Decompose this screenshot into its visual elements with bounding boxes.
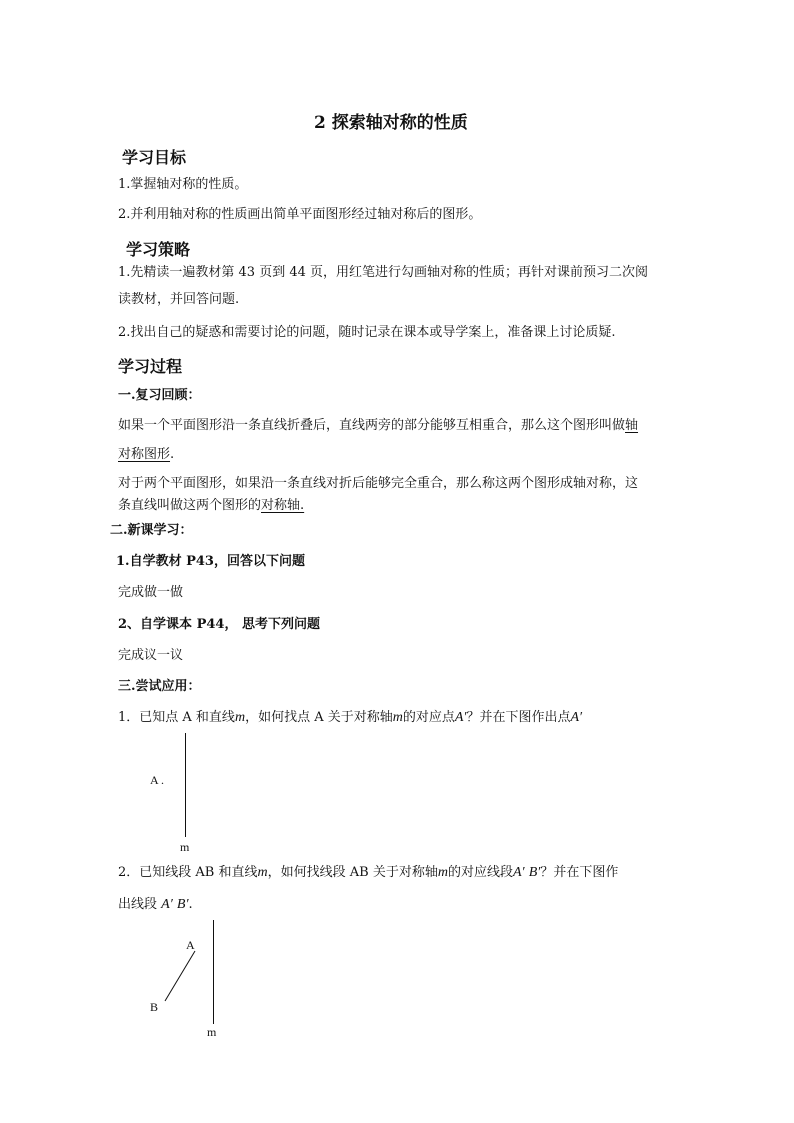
process-heading: 学习过程	[118, 357, 183, 376]
review-p1-end: .	[170, 447, 175, 462]
question-1: 1．已知点 A 和直线m，如何找点 A 关于对称轴m的对应点A′？并在下图作出点A′	[118, 710, 583, 725]
review-paragraph-1-line2	[118, 445, 174, 465]
newlesson-step-2-task: 完成议一议	[118, 648, 184, 663]
newlesson-heading: 二.新课学习：	[110, 523, 193, 538]
review-paragraph-1-line1	[118, 416, 638, 436]
newlesson-step-1: 1.自学教材 P43，回答以下问题	[116, 554, 305, 569]
line-m-label: m	[207, 1025, 217, 1039]
review-heading: 一.复习回顾：	[118, 388, 201, 403]
review-p1-text: 如果一个平面图形沿一条直线折叠后，直线两旁的部分能够互相重合，那么这个图形叫做	[118, 418, 626, 433]
segment-ab	[160, 946, 200, 1006]
point-b-label: B	[150, 1000, 159, 1014]
newlesson-step-1-task: 完成做一做	[118, 585, 184, 600]
newlesson-step-2: 2、自学课本 P44， 思考下列问题	[118, 617, 320, 632]
line-m-label: m	[180, 840, 190, 854]
strategy-1-line1: 1.先精读一遍教材第 43 页到 44 页，用红笔进行勾画轴对称的性质；再针对课前预习二次阅	[118, 265, 649, 280]
page-title: 2 探索轴对称的性质	[314, 113, 468, 133]
strategy-2: 2.找出自己的疑惑和需要讨论的问题，随时记录在课本或导学案上，准备课上讨论质疑.	[118, 325, 616, 340]
term-symmetry-axis: 对称轴.	[261, 498, 305, 513]
strategy-1-line2: 读教材，并回答问题.	[118, 292, 240, 307]
line-m	[185, 733, 186, 837]
question-2-line1: 2．已知线段 AB 和直线m，如何找线段 AB 关于对称轴m的对应线段A′ B′？并在下图作	[118, 865, 619, 880]
apply-heading: 三.尝试应用：	[118, 679, 201, 694]
objective-1: 1.掌握轴对称的性质。	[118, 177, 248, 192]
objectives-heading: 学习目标	[122, 148, 187, 167]
point-a-label: A	[186, 938, 195, 952]
term-axis-symmetric-figure: 对称图形	[118, 447, 171, 462]
review-paragraph-2-line2	[118, 496, 304, 516]
point-a-label: A .	[150, 773, 165, 787]
line-m	[213, 920, 214, 1024]
strategy-heading: 学习策略	[126, 240, 191, 259]
question-2-line2: 出线段 A′ B′.	[118, 897, 193, 912]
objective-2: 2.并利用轴对称的性质画出简单平面图形经过轴对称后的图形。	[118, 207, 482, 222]
term-axis-part1: 轴	[625, 418, 639, 433]
review-p2-text: 条直线叫做这两个图形的	[118, 498, 262, 513]
review-paragraph-2-line1: 对于两个平面图形，如果沿一条直线对折后能够完全重合，那么称这两个图形成轴对称，这	[118, 476, 639, 491]
